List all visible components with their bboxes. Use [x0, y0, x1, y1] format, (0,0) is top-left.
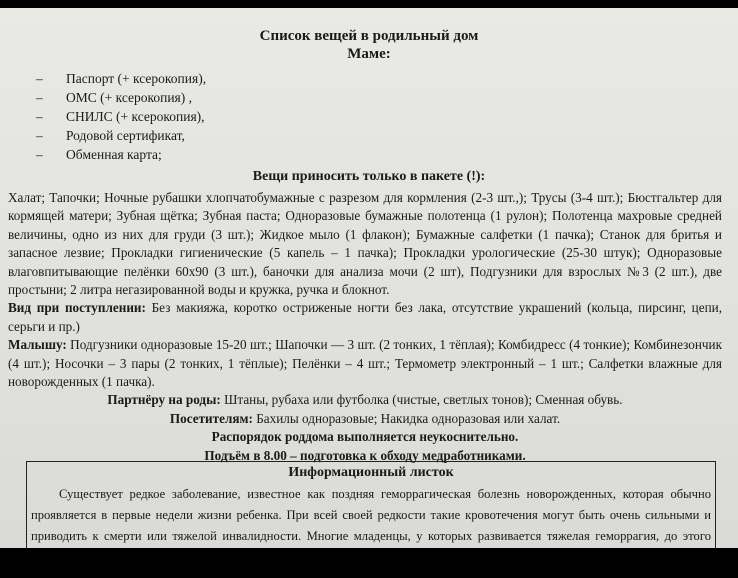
- partner-text: Штаны, рубаха или футболка (чистые, светлых тонов); Сменная обувь.: [220, 392, 623, 408]
- visitors-text: Бахилы одноразовые; Накидка одноразовая или халат.: [252, 410, 561, 426]
- baby-paragraph: [8, 336, 722, 391]
- arrival-label: Вид при поступлении:: [8, 300, 146, 316]
- list-item: [36, 88, 206, 107]
- visitors-paragraph: [8, 410, 722, 428]
- document-page: [0, 8, 738, 548]
- info-sheet-box: [26, 461, 716, 561]
- list-item: [36, 145, 206, 164]
- bullet-dash: –: [36, 128, 43, 143]
- list-item: [36, 107, 206, 126]
- visitors-label: Посетителям:: [169, 410, 253, 426]
- bullet-dash: –: [36, 71, 43, 86]
- bottom-black-bar: [0, 548, 738, 578]
- list-item: [36, 126, 206, 145]
- bullet-dash: –: [36, 90, 43, 105]
- documents-list: [36, 69, 206, 164]
- baby-text: Подгузники одноразовые 15-20 шт.; Шапочки — 3 шт. (2 тонких, 1 тёплая); Комбидресс (4 тонкие); Комбинезончик (4 шт.); Носочки – 3 пары (2 тонких, 1 тёплые); Пелёнки – 4 шт.; Термометр электронный – 1 шт.; Салфетки влажные для новорожденных (1 пачка).: [8, 337, 722, 390]
- bullet-dash: –: [36, 109, 43, 124]
- rules-line: Распорядок роддома выполняется неукоснительно.: [211, 429, 519, 445]
- document-item-exchange-card: Обменная карта;: [66, 147, 162, 162]
- partner-paragraph: [8, 391, 722, 409]
- things-paragraph: Халат; Тапочки; Ночные рубашки хлопчатобумажные с разрезом для кормления (2-3 шт.,); Трусы (3-4 шт.); Бюстгальтер для кормящей матери; Зубная щётка; Зубная паста; Одноразовые бумажные полотенца (1 рулон); Полотенца махровые средней величины, одно из них для груди (3 шт.); Жидкое мыло (1 флакон); Бумажные салфетки (1 пачка); Станок для бритья и запасное лезвие; Прокладки гигиенические (5 капель – 1 пачка); Прокладки урологические (25-30 штук); Одноразовые влаговпитывающие пелёнки 60х90 (3 шт.), баночки для анализа мочи (2 шт), Подгузники для взрослых №3 (2 шт.), две простыни; 2 литра негазированной воды и кружка, ручка и блокнот.: [8, 190, 722, 298]
- pack-heading: Вещи приносить только в пакете (!):: [252, 169, 486, 184]
- bullet-dash: –: [36, 147, 43, 162]
- document-title: Список вещей в родильный дом: [259, 28, 479, 44]
- info-sheet-title: Информационный листок: [288, 465, 454, 480]
- wakeup-line: Подъём в 8.00 – подготовка к обходу медработниками.: [204, 447, 526, 463]
- document-item-certificate: Родовой сертификат,: [66, 128, 185, 143]
- document-body: [8, 189, 722, 465]
- document-item-snils: СНИЛС (+ ксерокопия),: [66, 109, 205, 124]
- arrival-text: Без макияжа, коротко остриженые ногти без лака, отсутствие украшений (кольца, пирсинг, цепи, серьги и пр.): [8, 300, 723, 334]
- document-item-passport: Паспорт (+ ксерокопия),: [66, 71, 207, 86]
- arrival-paragraph: [8, 299, 722, 336]
- list-item: [36, 69, 206, 88]
- partner-label: Партнёру на роды:: [107, 392, 221, 408]
- document-item-oms: ОМС (+ ксерокопия) ,: [66, 90, 193, 105]
- document-subtitle: Маме:: [347, 46, 391, 62]
- baby-label: Малышу:: [8, 337, 67, 353]
- info-sheet-text: Существует редкое заболевание, известное как поздняя геморрагическая болезнь новорожденных, которая обычно проявляется в первые недели жизни ребенка. При всей своей редкости такие кровотечения могут быть очень сильными и приводить к смерти или тяжелой инвалидности. Многие младенцы, у которых развивается тяжелая геморрагия, до этого: [31, 487, 711, 543]
